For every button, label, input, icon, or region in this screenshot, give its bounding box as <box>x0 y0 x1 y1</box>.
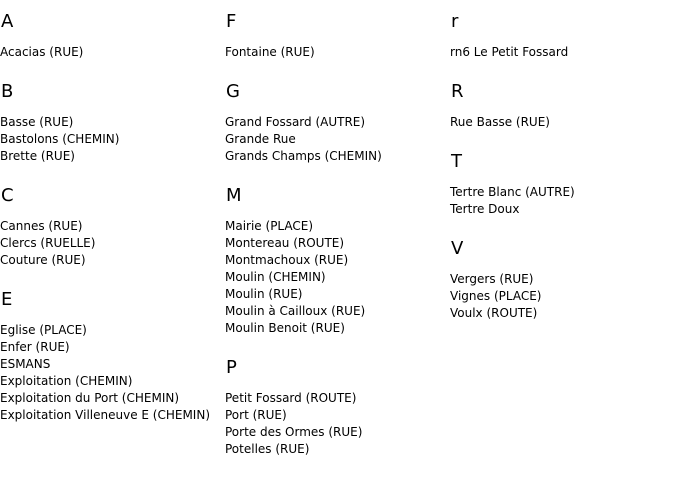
letter-heading: M <box>226 185 242 206</box>
letter-group <box>225 356 450 458</box>
street-link[interactable]: Bastolons (CHEMIN) <box>0 132 120 146</box>
street-link[interactable]: Couture (RUE) <box>0 253 86 267</box>
street-link[interactable]: Moulin à Cailloux (RUE) <box>225 304 366 318</box>
letter-group <box>0 80 225 165</box>
letter-heading: A <box>1 11 14 32</box>
street-link[interactable]: Potelles (RUE) <box>225 442 310 456</box>
letter-heading: V <box>451 238 464 259</box>
street-link[interactable]: Voulx (ROUTE) <box>450 306 538 320</box>
letter-heading: B <box>1 81 14 102</box>
letter-group <box>225 80 450 165</box>
street-link[interactable]: Acacias (RUE) <box>0 45 84 59</box>
street-link[interactable]: Moulin (RUE) <box>225 287 303 301</box>
street-column <box>0 0 225 443</box>
street-link[interactable]: Mairie (PLACE) <box>225 219 314 233</box>
street-link[interactable]: Cannes (RUE) <box>0 219 83 233</box>
letter-group <box>225 10 450 61</box>
letter-group <box>450 237 675 322</box>
street-link[interactable]: Clercs (RUELLE) <box>0 236 96 250</box>
letter-group <box>450 150 675 218</box>
street-link[interactable]: Basse (RUE) <box>0 115 74 129</box>
street-link[interactable]: Petit Fossard (ROUTE) <box>225 391 357 405</box>
street-link[interactable]: Moulin (CHEMIN) <box>225 270 326 284</box>
street-link[interactable]: Tertre Doux <box>450 202 520 216</box>
street-link[interactable]: Porte des Ormes (RUE) <box>225 425 363 439</box>
street-link[interactable]: Exploitation Villeneuve E (CHEMIN) <box>0 408 211 422</box>
street-link[interactable]: Rue Basse (RUE) <box>450 115 550 129</box>
street-link[interactable]: Montereau (ROUTE) <box>225 236 345 250</box>
street-link[interactable]: Vergers (RUE) <box>450 272 534 286</box>
letter-heading: R <box>451 81 464 102</box>
street-link[interactable]: Tertre Blanc (AUTRE) <box>450 185 575 199</box>
letter-group <box>0 184 225 269</box>
street-link[interactable]: Grand Fossard (AUTRE) <box>225 115 366 129</box>
letter-group <box>450 80 675 131</box>
street-link[interactable]: Eglise (PLACE) <box>0 323 87 337</box>
street-link[interactable]: Grande Rue <box>225 132 296 146</box>
street-link[interactable]: rn6 Le Petit Fossard <box>450 45 569 59</box>
street-link[interactable]: Brette (RUE) <box>0 149 75 163</box>
street-link[interactable]: Grands Champs (CHEMIN) <box>225 149 382 163</box>
street-link[interactable]: Exploitation (CHEMIN) <box>0 374 133 388</box>
street-link[interactable]: Fontaine (RUE) <box>225 45 315 59</box>
street-column <box>450 0 675 341</box>
street-link[interactable]: Port (RUE) <box>225 408 287 422</box>
letter-heading: E <box>1 289 13 310</box>
street-link[interactable]: Moulin Benoit (RUE) <box>225 321 345 335</box>
street-link[interactable]: ESMANS <box>0 357 51 371</box>
letter-group <box>225 184 450 337</box>
street-link[interactable]: Exploitation du Port (CHEMIN) <box>0 391 180 405</box>
letter-heading: G <box>226 81 240 102</box>
letter-heading: P <box>226 357 237 378</box>
letter-heading: F <box>226 11 237 32</box>
street-column <box>225 0 450 477</box>
letter-group <box>0 10 225 61</box>
letter-heading: C <box>1 185 14 206</box>
letter-heading: r <box>451 11 459 32</box>
street-link[interactable]: Montmachoux (RUE) <box>225 253 349 267</box>
street-link[interactable]: Enfer (RUE) <box>0 340 70 354</box>
street-link[interactable]: Vignes (PLACE) <box>450 289 542 303</box>
letter-group <box>0 288 225 424</box>
letter-group <box>450 10 675 61</box>
letter-heading: T <box>451 151 462 172</box>
